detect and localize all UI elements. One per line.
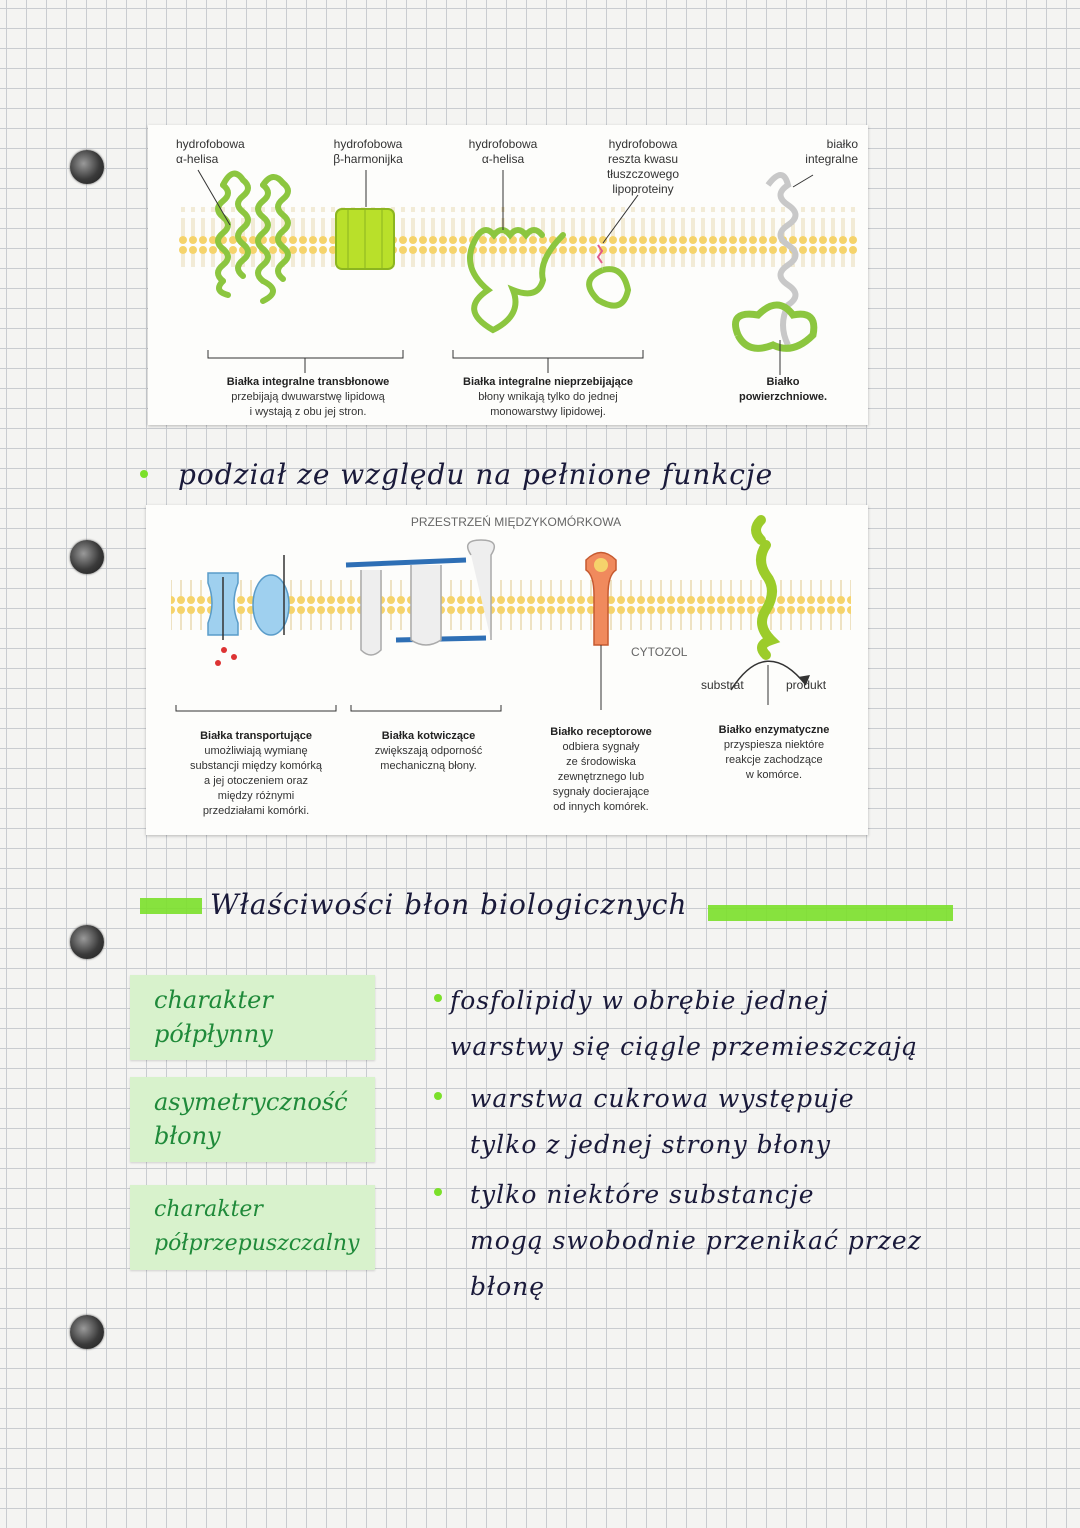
- caption-enzyme-title: Białko enzymatyczne: [718, 724, 830, 736]
- caption-enzyme: [694, 723, 854, 783]
- caption-receptor: [526, 725, 676, 815]
- label-hydrophobic-alpha-helix-1: hydrofobowa α-helisa: [176, 137, 245, 166]
- caption-enzyme-text: przyspiesza niektóre reakcje zachodzące w komórce.: [723, 739, 825, 781]
- caption-nonpenetrating-text: błony wnikają tylko do jednej monowarstwy lipidowej.: [478, 391, 618, 418]
- caption-transport-text: umożliwiają wymianę substancji między komórką a jej otoczeniem oraz między różnymi przedziałami komórki.: [189, 745, 323, 817]
- caption-surface-protein: [713, 375, 853, 405]
- binder-hole-3: [70, 925, 104, 959]
- label-cytosol: CYTOZOL: [631, 645, 688, 659]
- section-title: Właściwości błon biologicznych: [210, 888, 688, 921]
- binder-hole-1: [70, 150, 104, 184]
- caption-nonpenetrating-title: Białka integralne nieprzebijające: [463, 376, 633, 388]
- caption-transmembrane: [188, 375, 428, 420]
- caption-transmembrane-text: przebijają dwuwarstwę lipidową i wystają z obu jej stron.: [231, 391, 385, 418]
- bullet-dot-functions: [140, 470, 148, 478]
- lipoprotein: [589, 269, 628, 305]
- label-hydrophobic-beta-barrel: hydrofobowa β-harmonijka: [333, 137, 403, 166]
- caption-surface-title: Białko powierzchniowe.: [738, 376, 827, 403]
- highlighter-left: [140, 898, 202, 914]
- caption-anchor-title: Białka kotwiczące: [381, 730, 476, 742]
- surface-protein: [736, 305, 814, 348]
- caption-transport: [166, 729, 346, 819]
- property-note-2: [130, 1077, 375, 1162]
- label-integral-protein: białko integralne: [805, 137, 858, 166]
- highlighter-right: [708, 905, 953, 921]
- membrane-protein-function-diagram: [146, 505, 868, 835]
- property-name-3: charakter półprzepuszczalny: [154, 1197, 360, 1256]
- caption-anchor: [346, 729, 511, 774]
- caption-transport-title: Białka transportujące: [200, 730, 312, 742]
- anchor-fiber-top: [346, 560, 466, 565]
- bullet-dot-2: [434, 1092, 442, 1100]
- property-description-2: warstwa cukrowa występuje tylko z jednej strony błony: [470, 1084, 855, 1159]
- property-description-3: tylko niektóre substancje mogą swobodnie przenikać przez błonę: [470, 1180, 922, 1301]
- binder-hole-4: [70, 1315, 104, 1349]
- caption-transmembrane-title: Białka integralne transbłonowe: [226, 376, 390, 388]
- heading-division-by-function: podział ze względu na pełnione funkcje: [178, 458, 774, 491]
- caption-nonpenetrating: [433, 375, 663, 420]
- membrane-protein-location-diagram: [148, 125, 868, 425]
- caption-receptor-title: Białko receptorowe: [550, 726, 652, 738]
- property-note-1: [130, 975, 375, 1060]
- label-hydrophobic-alpha-helix-2: hydrofobowa α-helisa: [468, 137, 538, 166]
- label-extracellular-space: PRZESTRZEŃ MIĘDZYKOMÓRKOWA: [410, 515, 622, 529]
- property-description-1: fosfolipidy w obrębie jednej warstwy się ciągle przemieszczają: [450, 986, 918, 1061]
- label-fatty-acid-residue: hydrofobowa reszta kwasu tłuszczowego lipoproteiny: [606, 137, 680, 196]
- property-name-2: asymetryczność błony: [154, 1088, 348, 1150]
- property-name-1: charakter półpłynny: [154, 986, 273, 1048]
- caption-receptor-text: odbiera sygnały ze środowiska zewnętrznego lub sygnały docierające od innych komórek.: [552, 741, 650, 813]
- label-substrate: substrat: [701, 678, 744, 692]
- caption-anchor-text: zwiększają odporność mechaniczną błony.: [374, 745, 483, 772]
- property-note-3: [130, 1185, 375, 1270]
- label-product: produkt: [786, 678, 827, 692]
- binder-hole-2: [70, 540, 104, 574]
- bullet-dot-3: [434, 1188, 442, 1196]
- bullet-dot-1: [434, 994, 442, 1002]
